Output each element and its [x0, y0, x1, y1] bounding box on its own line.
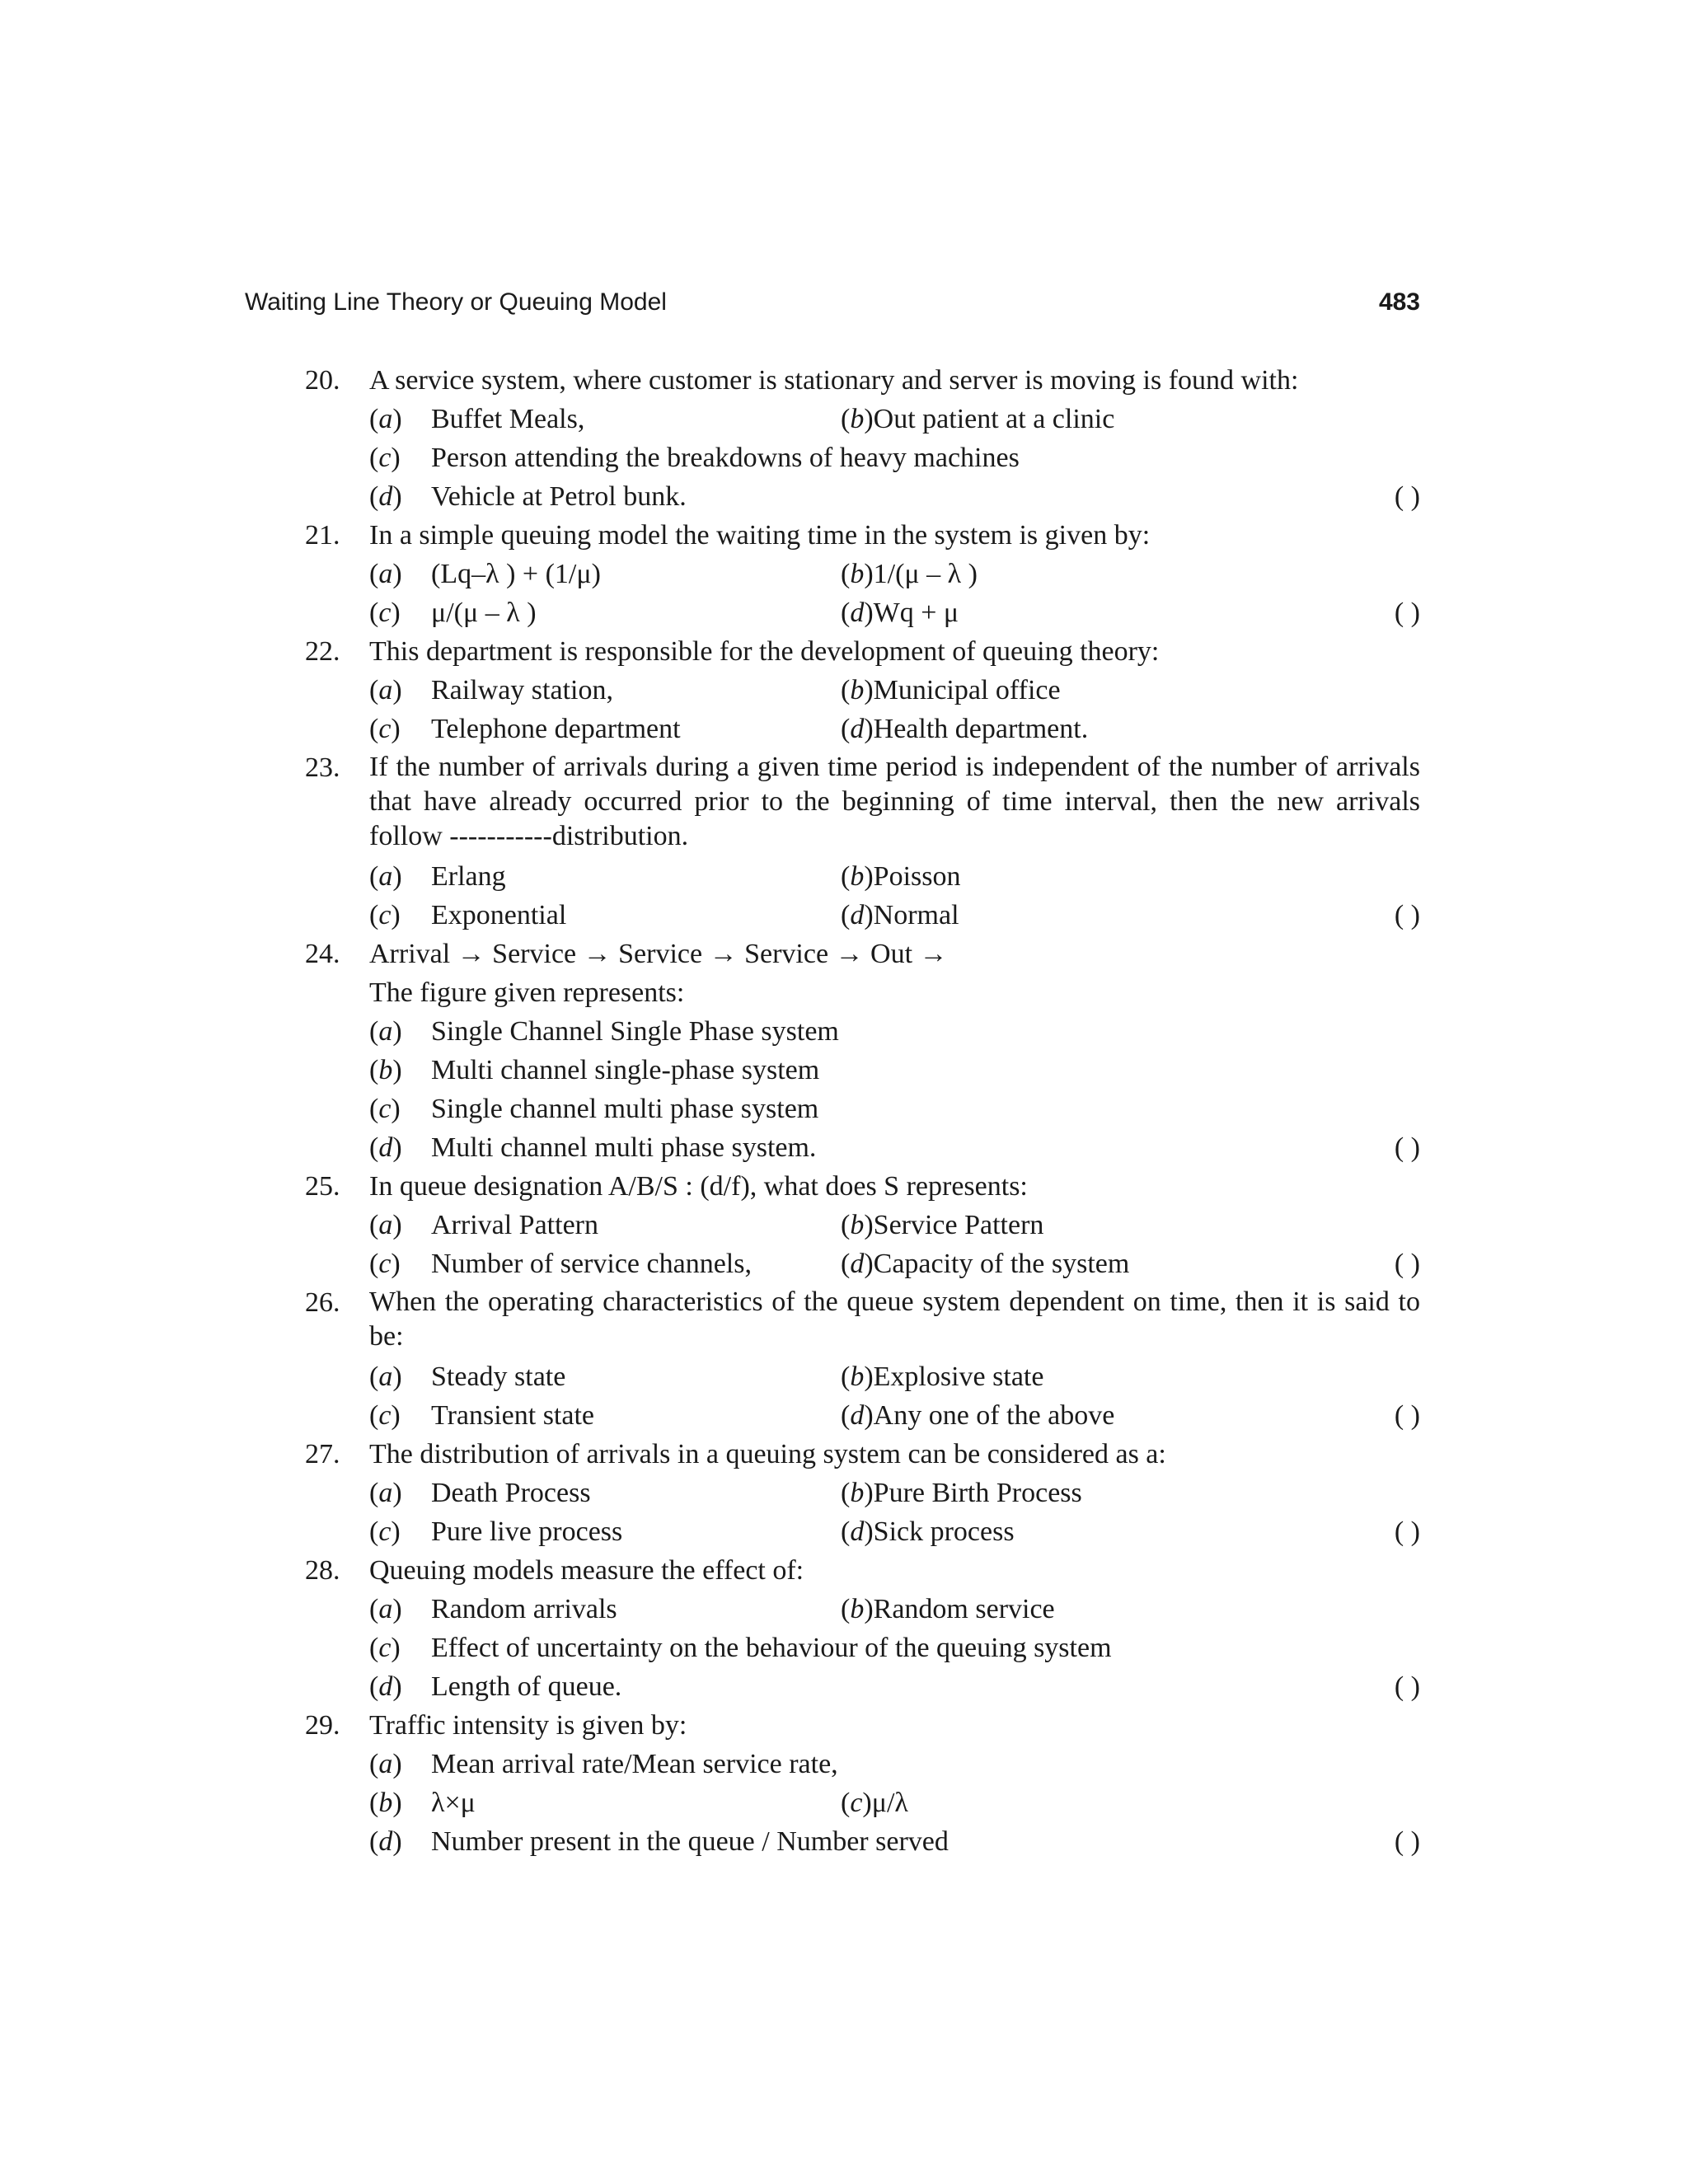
- option-d: (d) Multi channel multi phase system.: [369, 1132, 817, 1163]
- question-number: 28.: [305, 1555, 340, 1586]
- question-29: [305, 1706, 1420, 1861]
- question-number: 25.: [305, 1171, 340, 1202]
- question-number: 23.: [305, 752, 340, 783]
- question-number: 29.: [305, 1710, 340, 1741]
- question-subtext: The figure given represents:: [369, 977, 685, 1008]
- answer-blank: ( ): [1394, 900, 1420, 930]
- page-number: 483: [1378, 288, 1420, 316]
- question-text: In a simple queuing model the waiting time in the system is given by:: [369, 520, 1151, 551]
- question-text: In queue designation A/B/S : (d/f), what does S represents:: [369, 1171, 1028, 1202]
- question-number: 21.: [305, 520, 340, 551]
- answer-blank: ( ): [1394, 1826, 1420, 1857]
- option-b: (b)Explosive state: [841, 1361, 1044, 1392]
- option-d: (d)Sick process: [841, 1516, 1015, 1547]
- option-a: (a) (Lq–λ ) + (1/μ): [369, 559, 601, 589]
- option-c: (c) Exponential: [369, 900, 567, 930]
- option-a: (a) Railway station,: [369, 675, 613, 705]
- option-b: (b)Service Pattern: [841, 1210, 1044, 1240]
- question-list: [305, 361, 1420, 1861]
- option-d: (d)Wq + μ: [841, 598, 959, 628]
- option-d: (d)Capacity of the system: [841, 1249, 1130, 1279]
- option-a: (a) Single Channel Single Phase system: [369, 1016, 839, 1047]
- option-a: (a) Erlang: [369, 861, 506, 892]
- option-c: (c) μ/(μ – λ ): [369, 598, 537, 628]
- option-a: (a) Mean arrival rate/Mean service rate,: [369, 1749, 838, 1779]
- option-c: (c) Effect of uncertainty on the behaviour of the queuing system: [369, 1633, 1112, 1663]
- question-text: When the operating characteristics of the queue system dependent on time, then it is said to be:: [369, 1286, 1420, 1352]
- question-23: [305, 748, 1420, 935]
- option-c: (c) Pure live process: [369, 1516, 623, 1547]
- question-text: A service system, where customer is stationary and server is moving is found with:: [369, 365, 1299, 396]
- option-a: (a) Death Process: [369, 1478, 591, 1508]
- question-26: [305, 1283, 1420, 1435]
- option-d: (d)Any one of the above: [841, 1400, 1115, 1431]
- option-a: (a) Random arrivals: [369, 1594, 617, 1624]
- option-c: (c) Person attending the breakdowns of heavy machines: [369, 443, 1020, 473]
- option-d: (d)Normal: [841, 900, 959, 930]
- option-b: (b)Random service: [841, 1594, 1055, 1624]
- question-25: [305, 1167, 1420, 1283]
- option-b: (b)Poisson: [841, 861, 961, 892]
- question-21: [305, 516, 1420, 632]
- option-d: (d) Number present in the queue / Number served: [369, 1826, 949, 1857]
- question-text: Traffic intensity is given by:: [369, 1710, 687, 1741]
- option-b: (b)1/(μ – λ ): [841, 559, 978, 589]
- answer-blank: ( ): [1394, 1400, 1420, 1431]
- option-b: (b)Out patient at a clinic: [841, 404, 1115, 434]
- option-d: (d)Health department.: [841, 714, 1089, 744]
- option-a: (a) Arrival Pattern: [369, 1210, 598, 1240]
- answer-blank: ( ): [1394, 1671, 1420, 1702]
- question-number: 27.: [305, 1439, 340, 1469]
- option-c: (c) Single channel multi phase system: [369, 1094, 819, 1124]
- answer-blank: ( ): [1394, 1132, 1420, 1163]
- option-c: (c)μ/λ: [841, 1788, 908, 1818]
- question-text: Queuing models measure the effect of:: [369, 1555, 804, 1586]
- answer-blank: ( ): [1394, 1516, 1420, 1547]
- option-b: (b)Municipal office: [841, 675, 1061, 705]
- question-27: [305, 1435, 1420, 1551]
- question-text: If the number of arrivals during a given time period is independent of the number of arrivals that have already occurred prior to the beginning of time interval, then the new arrivals follow -----------distribution.: [369, 752, 1420, 851]
- question-number: 24.: [305, 939, 340, 969]
- answer-blank: ( ): [1394, 1249, 1420, 1279]
- option-a: (a) Steady state: [369, 1361, 566, 1392]
- question-number: 22.: [305, 636, 340, 667]
- question-text: This department is responsible for the development of queuing theory:: [369, 636, 1160, 667]
- question-text: Arrival → Service → Service → Service → Out →: [369, 939, 948, 969]
- page-header: [245, 288, 1420, 330]
- option-c: (c) Transient state: [369, 1400, 595, 1431]
- question-24: [305, 935, 1420, 1167]
- option-b: (b)Pure Birth Process: [841, 1478, 1082, 1508]
- running-title: Waiting Line Theory or Queuing Model: [245, 288, 667, 316]
- answer-blank: ( ): [1394, 598, 1420, 628]
- option-c: (c) Number of service channels,: [369, 1249, 752, 1279]
- option-b: (b) Multi channel single-phase system: [369, 1055, 820, 1085]
- question-number: 20.: [305, 365, 340, 396]
- question-text: The distribution of arrivals in a queuing system can be considered as a:: [369, 1439, 1166, 1469]
- option-d: (d) Vehicle at Petrol bunk.: [369, 481, 687, 512]
- option-a: (a) Buffet Meals,: [369, 404, 585, 434]
- option-d: (d) Length of queue.: [369, 1671, 622, 1702]
- question-20: [305, 361, 1420, 516]
- answer-blank: ( ): [1394, 481, 1420, 512]
- option-c: (c) Telephone department: [369, 714, 681, 744]
- question-22: [305, 632, 1420, 748]
- question-number: 26.: [305, 1287, 340, 1318]
- option-b: (b) λ×μ: [369, 1788, 476, 1818]
- question-28: [305, 1551, 1420, 1706]
